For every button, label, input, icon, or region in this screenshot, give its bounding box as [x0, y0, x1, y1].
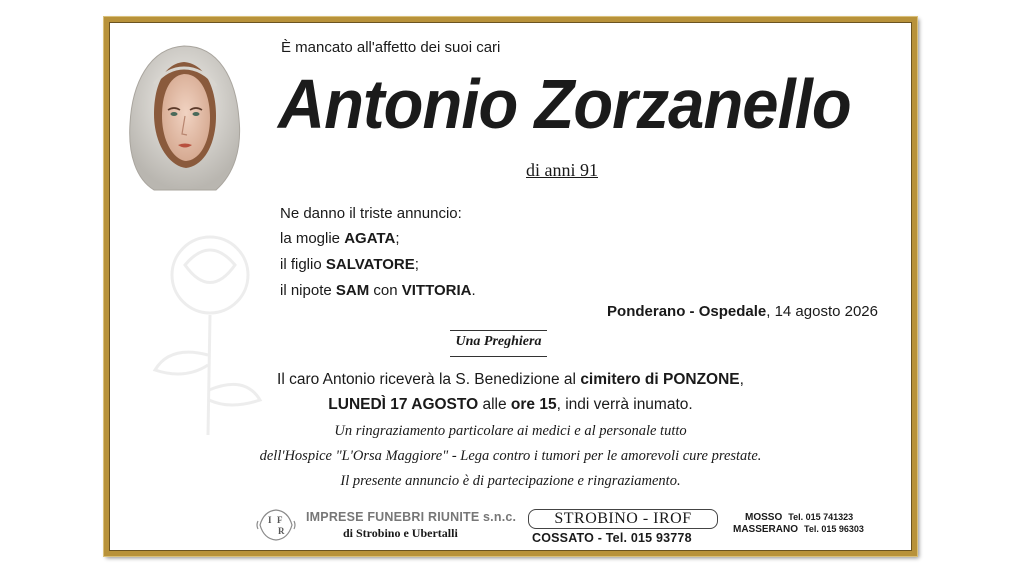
burial-time: ore 15 — [510, 396, 557, 413]
burial-date: LUNEDÌ 17 AGOSTO — [328, 396, 479, 413]
ifr-logo-icon — [256, 507, 296, 543]
thanks-line-3: Il presente annuncio è di partecipazione e ringraziamento. — [340, 473, 681, 489]
prayer-rule-bottom — [450, 356, 547, 357]
strobino-box: STROBINO - IROF — [528, 509, 718, 529]
grandchild-line: il nipote SAM con VITTORIA. — [280, 282, 476, 299]
wife-line: la moglie AGATA; — [280, 230, 400, 247]
cossato-phone: COSSATO - Tel. 015 93778 — [532, 531, 692, 545]
place-name: Ponderano - Ospedale — [607, 303, 767, 320]
announcement-line: Ne danno il triste annuncio: — [280, 205, 462, 222]
burial-line-2: LUNEDÌ 17 AGOSTO alle ore 15, indi verrà inumato. — [328, 396, 693, 413]
deceased-name: Antonio Zorzanello — [278, 65, 851, 143]
wife-name: AGATA — [344, 230, 396, 247]
madonna-portrait — [124, 44, 244, 192]
prayer-heading — [450, 328, 547, 358]
son-name: SALVATORE — [325, 256, 415, 273]
thanks-line-1: Un ringraziamento particolare ai medici e al personale tutto — [334, 423, 687, 439]
intro-text: È mancato all'affetto dei suoi cari — [281, 39, 501, 56]
place-date — [607, 303, 878, 320]
logo-letter-f: F — [277, 515, 283, 525]
date-text: , 14 agosto 2026 — [766, 303, 878, 320]
firm-subtitle: di Strobino e Ubertalli — [343, 526, 458, 540]
prayer-title: Una Preghiera — [455, 334, 542, 349]
logo-letter-r: R — [278, 526, 285, 536]
burial-line-1: Il caro Antonio riceverà la S. Benedizione al cimitero di PONZONE, — [277, 371, 744, 388]
prayer-rule-top — [450, 330, 547, 331]
grandchild2-name: VITTORIA — [401, 282, 472, 299]
mosso-contact: MOSSO Tel. 015 741323 — [745, 512, 854, 523]
firm-name: IMPRESE FUNEBRI RIUNITE s.n.c. — [306, 510, 517, 524]
masserano-contact: MASSERANO Tel. 015 96303 — [733, 524, 864, 535]
son-line: il figlio SALVATORE; — [280, 256, 419, 273]
grandchild-name: SAM — [335, 282, 370, 299]
thanks-line-2: dell'Hospice "L'Orsa Maggiore" - Lega contro i tumori per le amorevoli cure prestate. — [259, 448, 762, 464]
age-text: di anni 91 — [526, 160, 598, 180]
cemetery-name: cimitero di PONZONE — [580, 371, 740, 388]
logo-letter-i: I — [268, 515, 272, 525]
